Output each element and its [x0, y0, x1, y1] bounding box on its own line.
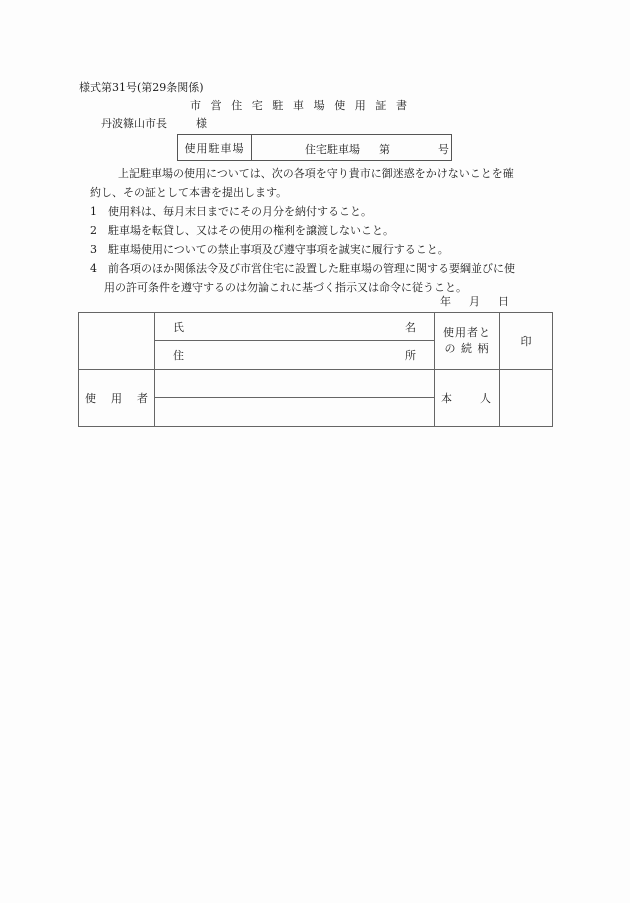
name-label-2: 名: [405, 320, 416, 334]
body-text-line2: 約し、その証として本書を提出します。: [90, 186, 288, 199]
seal-header-cell: 印: [500, 313, 553, 370]
item-text: 駐車場使用についての禁止事項及び遵守事項を誠実に履行すること。: [108, 243, 449, 256]
form-number: 様式第31号(第29条関係): [79, 81, 204, 94]
item-number: 1: [90, 205, 97, 218]
lot-type: 住宅駐車場: [305, 143, 360, 156]
user-label-2: 用: [111, 392, 122, 405]
relation-header-line1: 使用者と: [443, 326, 491, 339]
item-number: 4: [90, 262, 97, 275]
item-text: 駐車場を転貸し、又はその使用の権利を譲渡しないこと。: [108, 224, 394, 237]
document-title: 市営住宅駐車場使用証書: [190, 99, 417, 112]
name-value-cell[interactable]: [155, 370, 435, 398]
number-suffix: 号: [438, 143, 449, 156]
relation-value-1: 本: [441, 392, 452, 405]
relation-header-cell: [435, 313, 500, 370]
body-text-line1: 上記駐車場の使用については、次の各項を守り貴市に御迷惑をかけないことを確: [118, 167, 514, 180]
user-label-cell: [79, 370, 155, 427]
item-4: [90, 259, 515, 278]
relation-value-2: 人: [480, 392, 491, 405]
date-day: 日: [498, 295, 509, 308]
name-header-cell: [155, 313, 435, 341]
parking-lot-field[interactable]: [252, 135, 451, 160]
address-value-cell[interactable]: [155, 398, 435, 427]
date-year: 年: [440, 295, 451, 308]
number-prefix: 第: [379, 143, 390, 156]
address-label-2: 所: [405, 349, 416, 362]
item-number: 3: [90, 243, 97, 256]
item-1: [90, 202, 372, 221]
addressee: 丹波篠山市長: [101, 117, 167, 130]
date-line[interactable]: [440, 295, 527, 309]
item-4-continuation: 用の許可条件を遵守するのは勿論これに基づく指示又は命令に従うこと。: [104, 281, 467, 294]
item-number: 2: [90, 224, 97, 237]
parking-lot-label: 使用駐車場: [178, 135, 252, 160]
seal-cell[interactable]: [500, 370, 553, 427]
header-blank-cell: [79, 313, 155, 370]
name-label-1: 氏: [173, 320, 184, 334]
date-month: 月: [469, 295, 480, 308]
relation-header-line2: の 続 柄: [444, 342, 490, 355]
user-label-1: 使: [85, 392, 96, 405]
user-label-3: 者: [137, 392, 148, 405]
parking-lot-box: [177, 134, 452, 161]
relation-value-cell: [435, 370, 500, 427]
user-info-table: [78, 312, 553, 427]
address-label-1: 住: [173, 349, 184, 362]
item-text: 前各項のほか関係法令及び市営住宅に設置した駐車場の管理に関する要綱並びに使: [108, 262, 515, 275]
item-2: [90, 221, 394, 240]
item-3: [90, 240, 449, 259]
address-header-cell: [155, 341, 435, 370]
item-text: 使用料は、毎月末日までにその月分を納付すること。: [108, 205, 372, 218]
honorific: 様: [196, 117, 207, 130]
